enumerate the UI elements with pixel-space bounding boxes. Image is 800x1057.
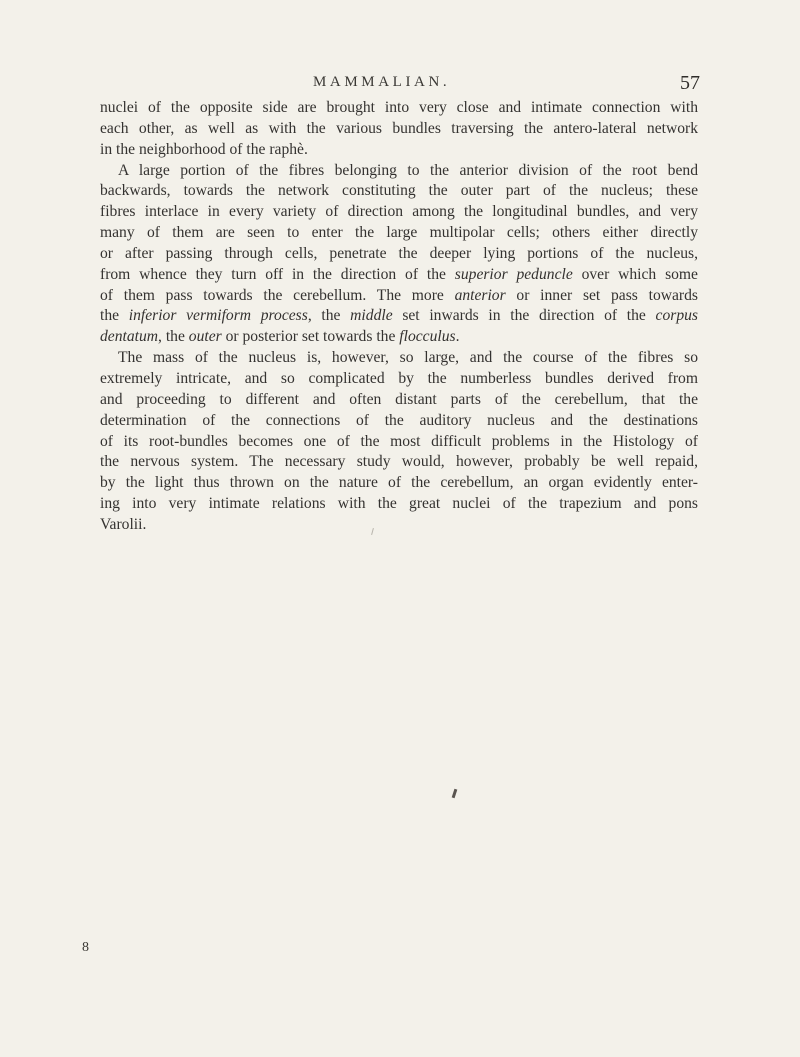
italic-term: anterior [454, 286, 506, 304]
body-text [100, 98, 698, 536]
text-run: the [100, 307, 129, 325]
text-run: or inner set pass towards [505, 286, 698, 304]
text-line: The mass of the nucleus is, however, so large, and the course of the fibres so [118, 349, 698, 367]
text-run: from whence they turn off in the direction of the [100, 265, 455, 283]
text-line: the nervous system. The necessary study would, however, probably be well repaid, [100, 453, 698, 471]
text-line [100, 286, 698, 307]
text-run: of them pass towards the cerebellum. The more [100, 286, 455, 304]
text-line: Varolii. [100, 515, 147, 533]
page-number: 57 [680, 72, 700, 94]
text-line: of its root-bundles becomes one of the most difficult problems in the Histology of [100, 432, 698, 450]
text-line: or after passing through cells, penetrate the deeper lying portions of the nucleus, [100, 244, 698, 262]
italic-term: superior peduncle [454, 265, 573, 283]
text-line [100, 306, 698, 327]
text-run: , the [158, 328, 189, 346]
text-line: in the neighborhood of the raphè. [100, 140, 308, 158]
text-line: many of them are seen to enter the large multipolar cells; others either directly [100, 224, 698, 242]
text-run: or posterior set towards the [221, 328, 400, 346]
text-run: , the [307, 307, 351, 325]
ink-mark [452, 789, 458, 798]
italic-term: flocculus [399, 328, 456, 346]
italic-term: dentatum [100, 328, 159, 346]
text-run: . [455, 328, 460, 346]
italic-term: outer [188, 328, 222, 346]
signature-mark: 8 [82, 940, 89, 955]
running-title: MAMMALIAN. [313, 74, 451, 90]
text-line: ing into very intimate relations with the great nuclei of the trapezium and pons [100, 495, 698, 513]
text-run: over which some [572, 265, 698, 283]
text-line: determination of the connections of the auditory nucleus and the destinations [100, 411, 698, 429]
text-line: backwards, towards the network constituting the outer part of the nucleus; these [100, 182, 698, 200]
text-line: extremely intricate, and so complicated by the numberless bundles derived from [100, 369, 698, 387]
text-line: fibres interlace in every variety of direction among the longitudinal bundles, and very [100, 203, 698, 221]
italic-term: inferior vermiform process [128, 307, 308, 325]
text-line [100, 265, 698, 286]
text-line: nuclei of the opposite side are brought into very close and intimate connection with [100, 99, 698, 116]
text-line: A large portion of the fibres belonging to the anterior division of the root bend [118, 161, 698, 179]
text-run: set inwards in the direction of the [392, 307, 656, 325]
italic-term: middle [350, 307, 393, 325]
italic-term: corpus [655, 307, 698, 325]
text-line [100, 327, 698, 348]
text-line: and proceeding to different and often distant parts of the cerebellum, that the [100, 390, 698, 408]
text-line: each other, as well as with the various bundles traversing the antero-lateral network [100, 119, 698, 137]
text-line: by the light thus thrown on the nature of the cerebellum, an organ evidently enter- [100, 474, 698, 492]
running-head [100, 74, 700, 98]
